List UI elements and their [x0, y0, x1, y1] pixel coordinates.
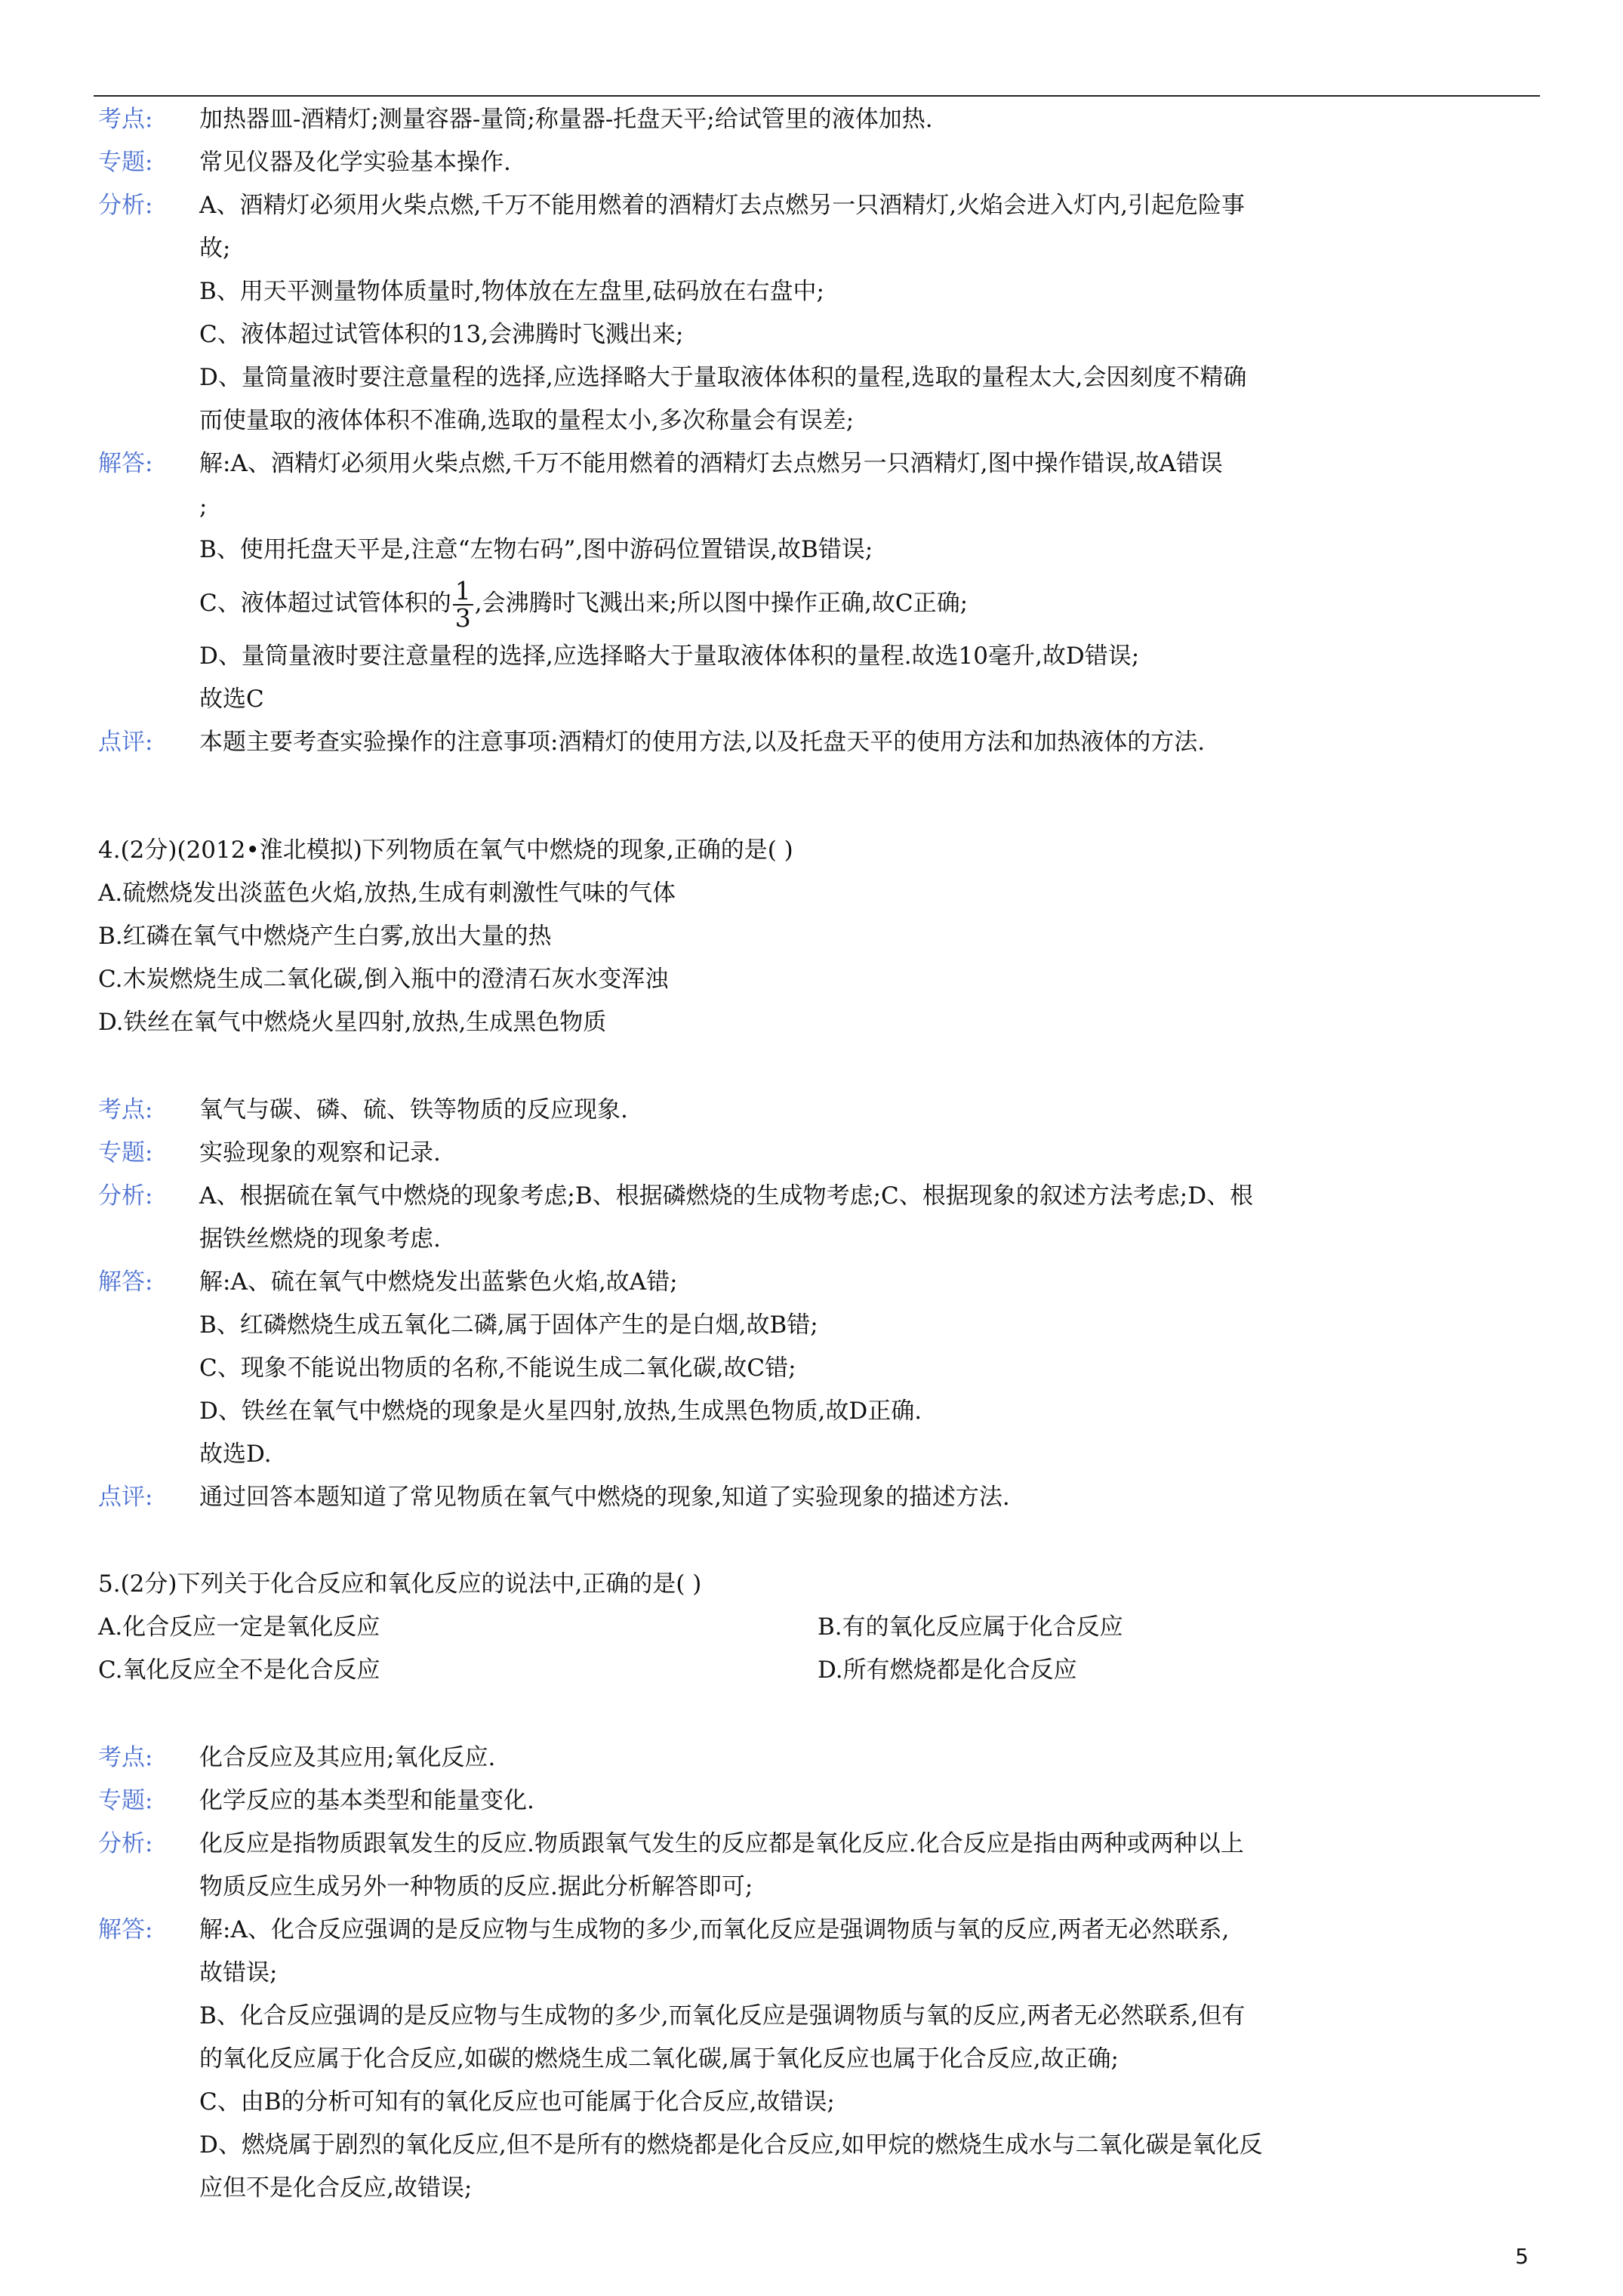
dianping-row	[98, 721, 1623, 764]
question-4	[98, 829, 793, 1044]
fenxi-line: 物质反应生成另外一种物质的反应.据此分析解答即可;	[199, 1873, 753, 1900]
option-b: B.红磷在氧气中燃烧产生白雾,放出大量的热	[98, 923, 552, 950]
jieda-row	[98, 1261, 1623, 1476]
jieda-line: B、使用托盘天平是,注意“左物右码”,图中游码位置错误,故B错误;	[199, 536, 873, 563]
fenxi-line: 故;	[199, 235, 231, 262]
jieda-text: ,会沸腾时飞溅出来;所以图中操作正确,故C正确;	[474, 590, 969, 617]
jieda-line-fraction	[199, 572, 1623, 635]
zhuanti-text: 化学反应的基本类型和能量变化.	[199, 1787, 534, 1814]
jieda-text: C、液体超过试管体积的	[199, 590, 451, 617]
jieda-label: 解答:	[98, 450, 153, 477]
zhuanti-label: 专题:	[98, 149, 153, 176]
jieda-line: 故选C	[199, 686, 264, 713]
zhuanti-label: 专题:	[98, 1787, 153, 1814]
fenxi-line: 化反应是指物质跟氧发生的反应.物质跟氧气发生的反应都是氧化反应.化合反应是指由两种或两种以上	[199, 1830, 1244, 1857]
jieda-line: 应但不是化合反应,故错误;	[199, 2174, 473, 2202]
jieda-line: 故错误;	[199, 1959, 278, 1986]
fenxi-body	[199, 184, 1623, 442]
dianping-text: 本题主要考查实验操作的注意事项:酒精灯的使用方法,以及托盘天平的使用方法和加热液体的方法.	[199, 729, 1206, 756]
zhuanti-text: 常见仪器及化学实验基本操作.	[199, 149, 511, 176]
question-stem: 4.(2分)(2012•淮北模拟)下列物质在氧气中燃烧的现象,正确的是( )	[98, 837, 793, 864]
kaodian-label: 考点:	[98, 106, 153, 133]
options-grid	[98, 1606, 1537, 1692]
zhuanti-row	[98, 1132, 1623, 1175]
zhuanti-text: 实验现象的观察和记录.	[199, 1139, 441, 1166]
jieda-line: C、现象不能说出物质的名称,不能说生成二氧化碳,故C错;	[199, 1354, 796, 1382]
fraction-denominator: 3	[454, 603, 471, 633]
question-stem: 5.(2分)下列关于化合反应和氧化反应的说法中,正确的是( )	[98, 1570, 702, 1598]
page-number: 5	[1515, 2244, 1529, 2269]
dianping-label: 点评:	[98, 1484, 153, 1511]
option-a: A.化合反应一定是氧化反应	[98, 1613, 380, 1641]
question-5	[98, 1563, 1537, 1692]
jieda-line: B、化合反应强调的是反应物与生成物的多少,而氧化反应是强调物质与氧的反应,两者无必然联系,但有	[199, 2002, 1246, 2029]
fenxi-label: 分析:	[98, 192, 153, 219]
fenxi-line: A、酒精灯必须用火柴点燃,千万不能用燃着的酒精灯去点燃另一只酒精灯,火焰会进入灯内,引起危险事	[199, 192, 1245, 219]
jieda-body	[199, 1909, 1623, 2210]
q5-analysis-block	[98, 1737, 1623, 2210]
fenxi-label: 分析:	[98, 1830, 153, 1857]
header-rule	[94, 95, 1540, 97]
dianping-label: 点评:	[98, 729, 153, 756]
fenxi-line: 据铁丝燃烧的现象考虑.	[199, 1225, 441, 1253]
kaodian-row	[98, 1089, 1623, 1132]
zhuanti-row	[98, 1780, 1623, 1823]
jieda-line: B、红磷燃烧生成五氧化二磷,属于固体产生的是白烟,故B错;	[199, 1311, 818, 1339]
jieda-line: C、由B的分析可知有的氧化反应也可能属于化合反应,故错误;	[199, 2088, 835, 2116]
jieda-line: 解:A、化合反应强调的是反应物与生成物的多少,而氧化反应是强调物质与氧的反应,两者无必然联系,	[199, 1916, 1230, 1943]
kaodian-row	[98, 98, 1623, 141]
q4-analysis-block	[98, 1089, 1623, 1519]
q3-analysis-block	[98, 98, 1623, 764]
zhuanti-row	[98, 141, 1623, 184]
option-a: A.硫燃烧发出淡蓝色火焰,放热,生成有刺激性气味的气体	[98, 880, 676, 907]
zhuanti-label: 专题:	[98, 1139, 153, 1166]
fenxi-body	[199, 1823, 1623, 1909]
jieda-line: D、量筒量液时要注意量程的选择,应选择略大于量取液体体积的量程.故选10毫升,故D错误;	[199, 643, 1140, 670]
jieda-body	[199, 1261, 1623, 1476]
jieda-row	[98, 442, 1623, 721]
option-d: D.所有燃烧都是化合反应	[818, 1657, 1077, 1684]
fenxi-body	[199, 1175, 1623, 1261]
fraction-numerator: 1	[453, 578, 473, 606]
option-c: C.木炭燃烧生成二氧化碳,倒入瓶中的澄清石灰水变浑浊	[98, 966, 669, 993]
jieda-line: 解:A、酒精灯必须用火柴点燃,千万不能用燃着的酒精灯去点燃另一只酒精灯,图中操作错误,故A错误	[199, 450, 1223, 477]
dianping-row	[98, 1476, 1623, 1519]
kaodian-label: 考点:	[98, 1096, 153, 1123]
kaodian-text: 化合反应及其应用;氧化反应.	[199, 1744, 496, 1771]
fenxi-label: 分析:	[98, 1182, 153, 1210]
option-b: B.有的氧化反应属于化合反应	[818, 1613, 1123, 1641]
jieda-line: 解:A、硫在氧气中燃烧发出蓝紫色火焰,故A错;	[199, 1268, 678, 1296]
fraction-one-third	[453, 575, 473, 633]
jieda-line: 的氧化反应属于化合反应,如碳的燃烧生成二氧化碳,属于氧化反应也属于化合反应,故正确;	[199, 2045, 1119, 2073]
fenxi-line: 而使量取的液体体积不准确,选取的量程太小,多次称量会有误差;	[199, 407, 855, 434]
dianping-text: 通过回答本题知道了常见物质在氧气中燃烧的现象,知道了实验现象的描述方法.	[199, 1484, 1010, 1511]
fenxi-row	[98, 184, 1623, 442]
kaodian-text: 加热器皿-酒精灯;测量容器-量筒;称量器-托盘天平;给试管里的液体加热.	[199, 106, 933, 133]
kaodian-label: 考点:	[98, 1744, 153, 1771]
jieda-line: ;	[199, 493, 208, 520]
fenxi-line: C、液体超过试管体积的13,会沸腾时飞溅出来;	[199, 321, 684, 348]
fenxi-row	[98, 1175, 1623, 1261]
fenxi-line: B、用天平测量物体质量时,物体放在左盘里,砝码放在右盘中;	[199, 278, 824, 305]
kaodian-text: 氧气与碳、磷、硫、铁等物质的反应现象.	[199, 1096, 628, 1123]
jieda-row	[98, 1909, 1623, 2210]
option-d: D.铁丝在氧气中燃烧火星四射,放热,生成黑色物质	[98, 1009, 607, 1036]
jieda-label: 解答:	[98, 1268, 153, 1296]
jieda-line: D、铁丝在氧气中燃烧的现象是火星四射,放热,生成黑色物质,故D正确.	[199, 1398, 922, 1425]
jieda-label: 解答:	[98, 1916, 153, 1943]
option-c: C.氧化反应全不是化合反应	[98, 1657, 380, 1684]
fenxi-line: D、量筒量液时要注意量程的选择,应选择略大于量取液体体积的量程,选取的量程太大,会因刻度不精确	[199, 364, 1247, 391]
fenxi-row	[98, 1823, 1623, 1909]
jieda-line: D、燃烧属于剧烈的氧化反应,但不是所有的燃烧都是化合反应,如甲烷的燃烧生成水与二氧化碳是氧化反	[199, 2131, 1263, 2159]
jieda-body	[199, 442, 1623, 721]
kaodian-row	[98, 1737, 1623, 1780]
jieda-line: 故选D.	[199, 1441, 272, 1468]
fenxi-line: A、根据硫在氧气中燃烧的现象考虑;B、根据磷燃烧的生成物考虑;C、根据现象的叙述方法考虑;D、根	[199, 1182, 1254, 1210]
